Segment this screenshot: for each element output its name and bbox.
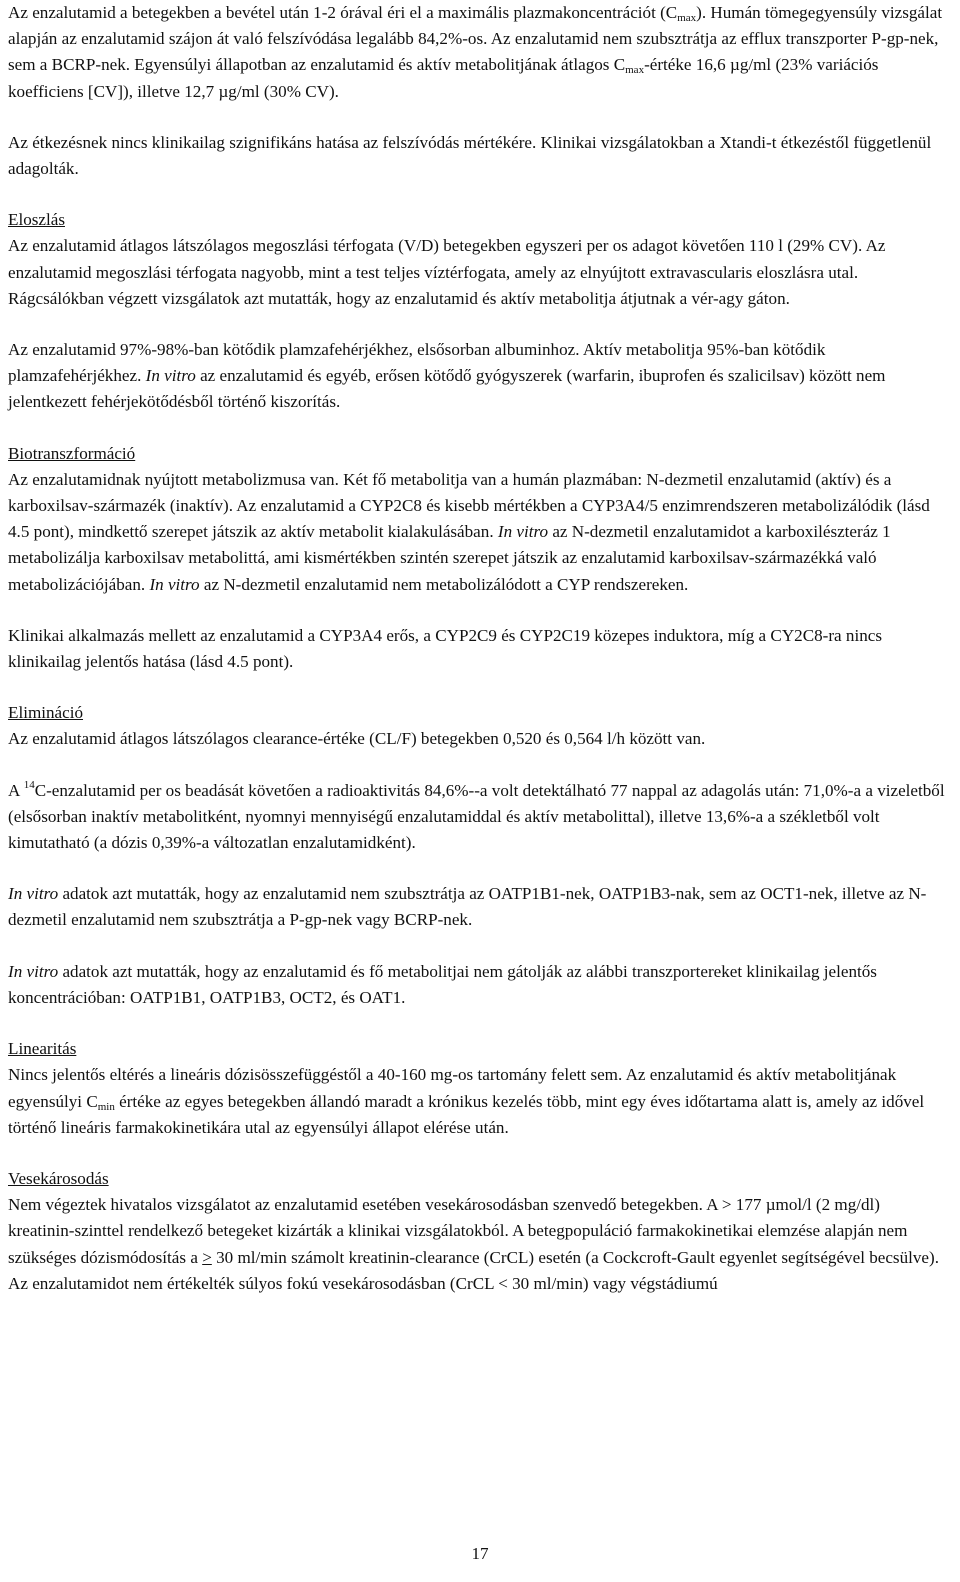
induction-paragraph: Klinikai alkalmazás mellett az enzalutamid a CYP3A4 erős, a CYP2C9 és CYP2C19 közepes induktora, míg a CY2C8-ra nincs klinikailag jelentős hatása (lásd 4.5 pont). (8, 625, 882, 672)
section-heading-vesekarosodas: Vesekárosodás (8, 1168, 109, 1188)
document-page (8, 0, 948, 1297)
section-heading-eloszlas: Eloszlás (8, 210, 65, 230)
cmin-subscript: min (97, 1100, 115, 1113)
greater-equal-symbol: > (202, 1247, 212, 1267)
isotope-superscript: 14 (23, 778, 35, 791)
elimination-paragraph: Az enzalutamid átlagos látszólagos clearance-értéke (CL/F) betegekben 0,520 és 0,564 l/h között van. (8, 729, 706, 749)
section-heading-linearitas: Linearitás (8, 1039, 77, 1059)
transporter-inhibition-paragraph: In vitro adatok azt mutatták, hogy az enzalutamid és fő metabolitjai nem gátolják az alábbi transzportereket klinikailag jelentős koncentrációban: OATP1B1, OATP1B3, OCT2, és OAT1. (8, 961, 877, 1007)
protein-binding-paragraph: Az enzalutamid 97%-98%-ban kötődik plamzafehérjékhez, elsősorban albuminhoz. Aktív metabolitja 95%-ban kötődik plamzafehérjékhez. In vitro az enzalutamid és egyéb, erősen kötődő gyógyszerek (warfarin, ibuprofen és szalicilsav) között nem jelentkezett fehérjekötődésből történő kiszorítás. (8, 340, 886, 412)
section-heading-biotranszformacio: Biotranszformáció (8, 443, 136, 463)
food-effect-paragraph: Az étkezésnek nincs klinikailag szignifikáns hatása az felszívódás mértékére. Klinikai vizsgálatokban a Xtandi-t étkezéstől függetlenül adagolták. (8, 132, 932, 179)
renal-impairment-paragraph: Nem végeztek hivatalos vizsgálatot az enzalutamid esetében vesekárosodásban szenvedő betegekben. A > 177 µmol/l (2 mg/dl) kreatinin-szinttel rendelkező betegeket kizárták a klinikai vizsgálatokból. A betegpopuláció farmakokinetikai elemzése alapján nem szükséges dózismódosítás a > 30 ml/min számolt kreatinin-clearance (CrCL) esetén (a Cockcroft-Gault egyenlet segítségével becsülve). Az enzalutamidot nem értékelték súlyos fokú vesekárosodásban (CrCL < 30 ml/min) vagy végstádiumú (8, 1195, 939, 1293)
cmax-subscript: max (677, 12, 697, 24)
transporter-substrate-paragraph: In vitro adatok azt mutatták, hogy az enzalutamid nem szubsztrátja az OATP1B1-nek, OATP1B3-nak, sem az OCT1-nek, illetve az N-dezmetil enzalutamid nem szubsztrátja a P-gp-nek vagy BCRP-nek. (8, 884, 927, 930)
page-number: 17 (471, 1544, 489, 1563)
cmax-subscript: max (625, 64, 645, 77)
radioactivity-paragraph: A $^{14}$C-enzalutamid per os beadását követően a radioaktivitás 84,6%--a volt detektálható 77 nappal az adagolás után: 71,0%-a a vizeletből (elsősorban inaktív metabolitként, nyomnyi mennyiségű enzalutamiddal és aktív metabolittal), illetve 13,6%-a a székletből volt kimutatható (a dózis 0,39%-a változatlan enzalutamidként). (8, 778, 945, 853)
absorption-paragraph: Az enzalutamid a betegekben a bevétel után 1-2 órával éri el a maximális plazmakoncentrációt $(C_{max})$. Humán tömegegyensúly vizsgálat alapján az enzalutamid szájon át való felszívódása legalább 84,2%-os. Az enzalutamid nem szubsztrátja az efflux transzporter P-gp-nek, sem a BCRP-nek. Egyensúlyi állapotban az enzalutamid és aktív metabolitjának átlagos $C_{max}$-értéke 16,6 µg/ml (23% variációs koefficiens [CV]), illetve 12,7 µg/ml (30% CV). (8, 3, 943, 101)
linearity-paragraph: Nincs jelentős eltérés a lineáris dózisösszefüggéstől a 40-160 mg-os tartomány felett sem. Az enzalutamid és aktív metabolitjának egyensúlyi $C_{min}$ értéke az egyes betegekben állandó maradt a krónikus kezelés több, mint egy éves időtartama alatt is, amely az idővel történő lineáris farmakokinetikára utal az egyensúlyi állapot elérése után. (8, 1065, 925, 1137)
distribution-paragraph: Az enzalutamid átlagos látszólagos megoszlási térfogata (V/D) betegekben egyszeri per os adagot követően 110 l (29% CV). Az enzalutamid megoszlási térfogata nagyobb, mint a test teljes víztérfogata, amely az elnyújtott extravascularis eloszlásra utal. Rágcsálókban végzett vizsgálatok azt mutatták, hogy az enzalutamid és aktív metabolitja átjutnak a vér-agy gáton. (8, 236, 886, 308)
section-heading-eliminacio: Elimináció (8, 703, 84, 723)
biotransformation-paragraph: Az enzalutamidnak nyújtott metabolizmusa van. Két fő metabolitja van a humán plazmában: N-dezmetil enzalutamid (aktív) és a karboxilsav-származék (inaktív). Az enzalutamid a CYP2C8 és kisebb mértékben a CYP3A4/5 enzimrendszeren metabolizálódik (lásd 4.5 pont), mindkettő szerepet játszik az aktív metabolit kialakulásában. In vitro az N-dezmetil enzalutamidot a karboxilészteráz 1 metabolizálja karboxilsav metabolittá, ami kismértékben szintén szerepet játszik az enzalutamid karboxilsav-származékká való metabolizációjában. In vitro az N-dezmetil enzalutamid nem metabolizálódott a CYP rendszereken. (8, 469, 930, 594)
